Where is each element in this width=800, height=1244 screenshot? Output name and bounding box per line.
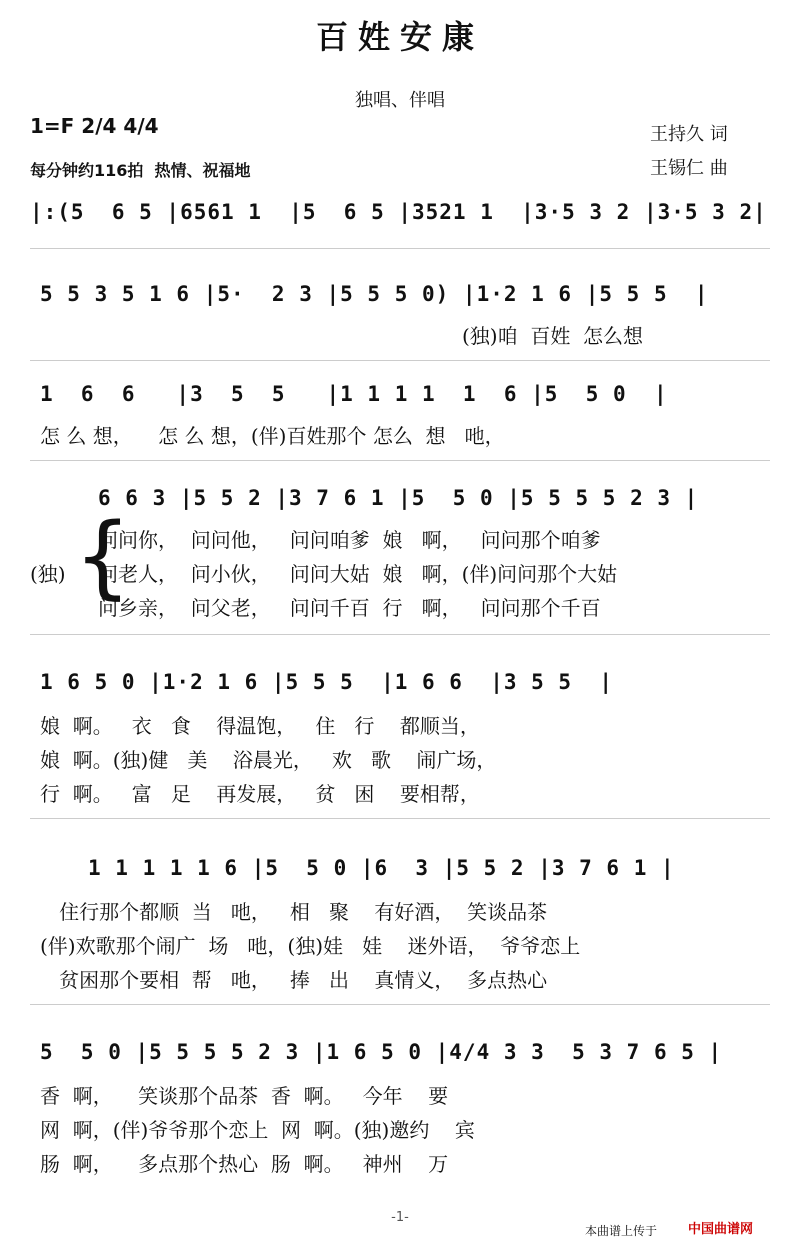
system-6-lyric-1: 住行那个都顺 当 吔， 相 聚 有好酒， 笑谈品茶 <box>40 900 548 924</box>
system-divider <box>30 248 770 249</box>
system-divider <box>30 360 770 361</box>
system-6-lyric-2: (伴)欢歌那个闹广 场 吔，(独)娃 娃 迷外语， 爷爷恋上 <box>40 934 581 958</box>
page-number: -1- <box>391 1210 409 1225</box>
score-title: 百姓安康 <box>315 18 484 56</box>
system-7-notes: 5 5 0 |5 5 5 5 2 3 |1 6 5 0 |4/4 3 3 5 3 7 6 5 | <box>40 1040 723 1064</box>
system-5-lyric-2: 娘 啊。(独)健 美 浴晨光， 欢 歌 闹广场， <box>40 748 497 772</box>
system-2-notes: 5 5 3 5 1 6 |5· 2 3 |5 5 5 0) |1·2 1 6 |5 5 5 | <box>40 282 709 306</box>
system-1-notes: |:(5 6 5 |6561 1 |5 6 5 |3521 1 |3·5 3 2 |3·5 3 2| <box>30 200 767 224</box>
system-4-lyric-2: 问老人， 问小伙， 问问大姑 娘 啊，(伴)问问那个大姑 <box>98 562 618 586</box>
system-4-lyric-1: 问问你， 问问他， 问问咱爹 娘 啊， 问问那个咱爹 <box>98 528 601 552</box>
system-3-lyric-1: 怎 么 想， 怎 么 想，(伴)百姓那个 怎么 想 吔， <box>40 424 505 448</box>
system-5-lyric-1: 娘 啊。 衣 食 得温饱， 住 行 都顺当， <box>40 714 480 738</box>
system-divider <box>30 460 770 461</box>
system-7-lyric-1: 香 啊， 笑谈那个品茶 香 啊。 今年 要 <box>40 1084 449 1108</box>
system-6-lyric-3: 贫困那个要相 帮 吔， 捧 出 真情义， 多点热心 <box>40 968 548 992</box>
system-7-lyric-3: 肠 啊， 多点那个热心 肠 啊。 神州 万 <box>40 1152 449 1176</box>
system-4-notes: 6 6 3 |5 5 2 |3 7 6 1 |5 5 0 |5 5 5 5 2 3 | <box>98 486 699 510</box>
system-7-lyric-2: 网 啊，(伴)爷爷那个恋上 网 啊。(独)邀约 宾 <box>40 1118 475 1142</box>
upload-note: 本曲谱上传于 <box>585 1224 658 1238</box>
system-divider <box>30 818 770 819</box>
system-divider <box>30 1004 770 1005</box>
composer-credit: 王锡仁 曲 <box>650 158 728 179</box>
key-signature: 1=F 2/4 4/4 <box>30 114 159 138</box>
tempo-marking: 每分钟约116拍 热情、祝福地 <box>30 161 251 180</box>
system-3-notes: 1 6 6 |3 5 5 |1 1 1 1 1 6 |5 5 0 | <box>40 382 668 406</box>
system-5-notes: 1 6 5 0 |1·2 1 6 |5 5 5 |1 6 6 |3 5 5 | <box>40 670 614 694</box>
system-4-lyric-3: 问乡亲， 问父老， 问问千百 行 啊， 问问那个千百 <box>98 596 601 620</box>
system-5-lyric-3: 行 啊。 富 足 再发展， 贫 困 要相帮， <box>40 782 480 806</box>
system-6-notes: 1 1 1 1 1 6 |5 5 0 |6 3 |5 5 2 |3 7 6 1 | <box>88 856 675 880</box>
lyric-brace: { <box>74 504 132 609</box>
lyricist-credit: 王持久 词 <box>650 124 728 145</box>
system-2-lyric-1: (独)咱 百姓 怎么想 <box>462 324 644 348</box>
system-divider <box>30 634 770 635</box>
score-subtitle: 独唱、伴唱 <box>355 90 445 111</box>
solo-side-label: (独) <box>30 562 66 586</box>
site-logo: 中国曲谱网 <box>688 1222 754 1237</box>
